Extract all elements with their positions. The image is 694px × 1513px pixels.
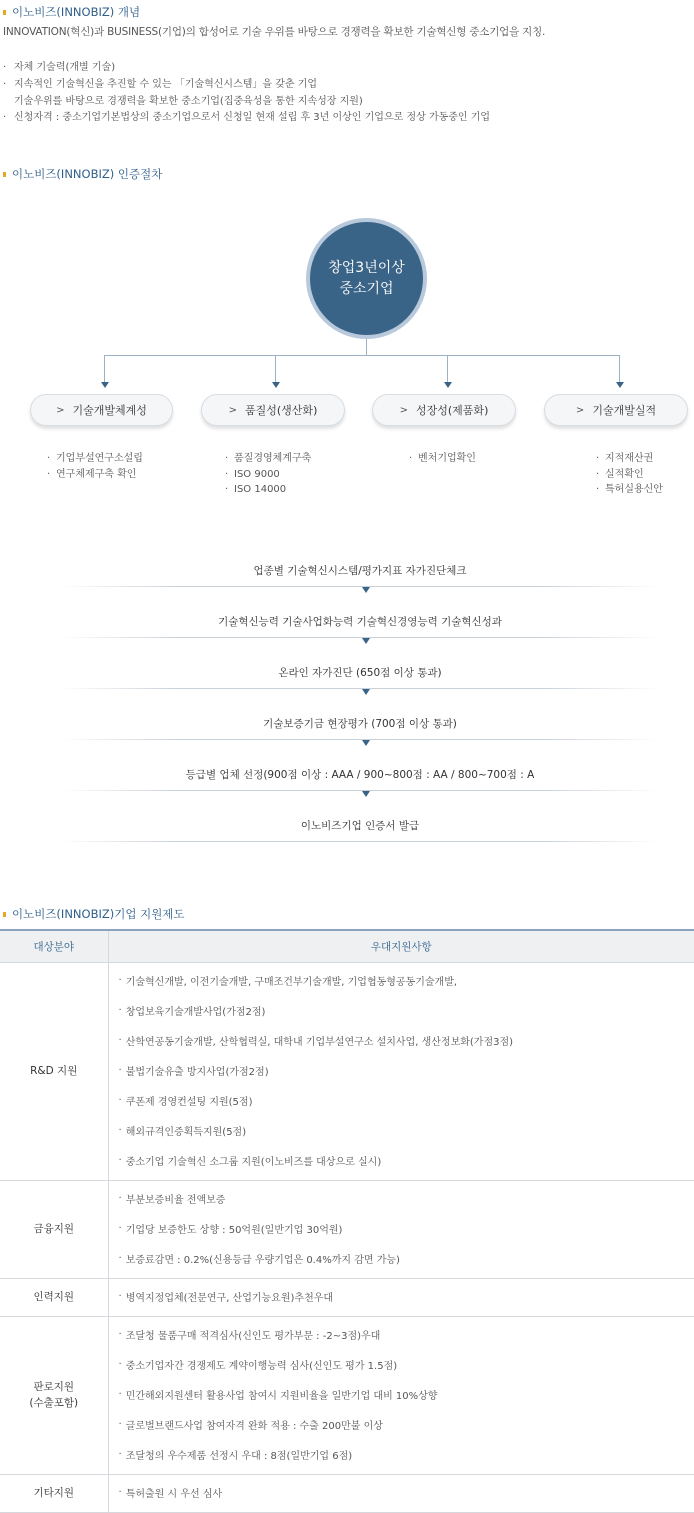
category-pill: > 성장성(제품화) [372, 394, 516, 426]
benefit-item: · 조달청의 우수제품 선정시 우대 : 8점(일반기업 6점) [119, 1440, 694, 1470]
list-item: · 실적확인 [596, 467, 663, 483]
list-item: · 연구체제구축 확인 [47, 467, 143, 483]
concept-description: INNOVATION(혁신)과 BUSINESS(기업)의 합성어로 기술 우위를 바탕으로 경쟁력을 확보한 기술혁신형 중소기업을 지칭. [3, 24, 545, 39]
list-item: · 신청자격 : 중소기업기본법상의 중소기업으로서 신청일 현재 설립 후 3년 이상인 기업으로 정상 가동중인 기업 [3, 110, 490, 127]
category-cell [0, 1316, 108, 1474]
list-item: · ISO 14000 [225, 482, 311, 498]
benefit-item: · 창업보육기술개발사업(가점2점) [119, 996, 694, 1026]
benefit-item: · 민간해외지원센터 활용사업 참여시 지원비율을 일반기업 대비 10%상향 [119, 1380, 694, 1410]
list-item: · ISO 9000 [225, 467, 311, 483]
category-cell: R&D 지원 [0, 962, 108, 1180]
arrow-down-icon [362, 638, 370, 644]
arrow-down-icon [616, 382, 624, 388]
section-bullet-icon [3, 10, 6, 15]
section-bullet-icon [3, 912, 6, 917]
circle-label-line2: 중소기업 [339, 279, 393, 300]
benefit-cell [108, 1474, 694, 1512]
procedure-step: 기술보증기금 현장평가 (700점 이상 통과) [60, 716, 660, 731]
procedure-step: 이노비즈기업 인증서 발급 [60, 818, 660, 833]
benefit-item: · 병역지정업체(전문연구, 산업기능요원)추천우대 [119, 1282, 694, 1312]
connector-line [104, 355, 105, 382]
step-divider [60, 841, 660, 842]
step-divider [60, 790, 660, 791]
benefit-item: · 중소기업자간 경쟁제도 계약이행능력 심사(신인도 평가 1.5점) [119, 1350, 694, 1380]
table-row [0, 1278, 694, 1316]
category-pill: > 기술개발체계성 [30, 394, 173, 426]
connector-line [619, 355, 620, 382]
concept-title: 이노비즈(INNOBIZ) 개념 [12, 4, 140, 20]
procedure-step: 기술혁신능력 기술사업화능력 기술혁신경영능력 기술혁신성과 [60, 614, 660, 629]
benefit-cell [108, 962, 694, 1180]
arrow-down-icon [362, 689, 370, 695]
benefit-cell [108, 1316, 694, 1474]
category-items [225, 451, 311, 498]
table-header-row [0, 930, 694, 962]
category-cell: 인력지원 [0, 1278, 108, 1316]
category-cell: 기타지원 [0, 1474, 108, 1512]
arrow-down-icon [444, 382, 452, 388]
list-item: · 자체 기술력(개별 기술) [3, 60, 490, 77]
connector-line [366, 339, 367, 355]
benefit-item: · 글로벌브랜드사업 참여자격 완화 적용 : 수출 200만불 이상 [119, 1410, 694, 1440]
chevron-right-icon: > [229, 405, 237, 416]
procedure-section-title [3, 166, 162, 182]
column-header-category: 대상분야 [0, 930, 108, 962]
arrow-down-icon [362, 740, 370, 746]
procedure-step: 등급별 업체 선정(900점 이상 : AAA / 900~800점 : AA / 800~700점 : A [60, 767, 660, 782]
concept-points [3, 60, 490, 127]
arrow-down-icon [272, 382, 280, 388]
category-pill: > 품질성(생산화) [201, 394, 345, 426]
category-items [409, 451, 476, 467]
list-item: · 특허실용신안 [596, 482, 663, 498]
support-section-title [3, 906, 185, 922]
list-item: · 기업부설연구소설립 [47, 451, 143, 467]
benefit-item: · 기술혁신개발, 이전기술개발, 구매조건부기술개발, 기업협동형공동기술개발, [119, 966, 694, 996]
benefit-item: · 산학연공동기술개발, 산학협력실, 대학내 기업부설연구소 설치사업, 생산정보화(가점3점) [119, 1026, 694, 1056]
step-divider [60, 586, 660, 587]
table-row [0, 1316, 694, 1474]
benefit-item: · 조달청 물품구매 적격심사(신인도 평가부문 : -2~3점)우대 [119, 1320, 694, 1350]
column-header-benefit: 우대지원사항 [108, 930, 694, 962]
table-row [0, 962, 694, 1180]
procedure-step: 업종별 기술혁신시스템/평가지표 자가진단체크 [60, 563, 660, 578]
benefit-item: · 중소기업 기술혁신 소그룹 지원(이노비즈를 대상으로 실시) [119, 1146, 694, 1176]
table-row [0, 1180, 694, 1278]
category-label-sub: (수출포함) [29, 1397, 78, 1409]
connector-line [275, 355, 276, 382]
benefit-cell [108, 1278, 694, 1316]
category-items [47, 451, 143, 482]
circle-label-line1: 창업3년이상 [328, 258, 405, 279]
step-divider [60, 739, 660, 740]
benefit-item: · 기업당 보증한도 상향 : 50억원(일반기업 30억원) [119, 1214, 694, 1244]
benefit-item: · 불법기술유출 방지사업(가점2점) [119, 1056, 694, 1086]
arrow-down-icon [362, 791, 370, 797]
connector-line [104, 355, 620, 356]
concept-section-title [3, 4, 140, 20]
section-bullet-icon [3, 172, 6, 177]
procedure-title: 이노비즈(INNOBIZ) 인증절차 [12, 166, 162, 182]
benefit-item: · 보증료감면 : 0.2%(신용등급 우량기업은 0.4%까지 감면 가능) [119, 1244, 694, 1274]
benefit-item: · 부분보증비율 전액보증 [119, 1184, 694, 1214]
benefit-item: · 특허출원 시 우선 심사 [119, 1478, 694, 1508]
chevron-right-icon: > [56, 405, 64, 416]
benefit-cell [108, 1180, 694, 1278]
procedure-step: 온라인 자가진단 (650점 이상 통과) [60, 665, 660, 680]
chevron-right-icon: > [576, 405, 584, 416]
list-item: · 벤처기업확인 [409, 451, 476, 467]
table-row [0, 1474, 694, 1512]
support-title: 이노비즈(INNOBIZ)기업 지원제도 [12, 906, 185, 922]
category-pill: > 기술개발실적 [544, 394, 688, 426]
support-table [0, 929, 694, 1513]
benefit-item: · 쿠폰제 경영컨설팅 지원(5점) [119, 1086, 694, 1116]
startup-circle [306, 218, 427, 339]
step-divider [60, 637, 660, 638]
list-item: · 지적재산권 [596, 451, 663, 467]
connector-line [447, 355, 448, 382]
category-label: 판로지원 [33, 1381, 74, 1393]
benefit-item: · 해외규격인증획득지원(5점) [119, 1116, 694, 1146]
step-divider [60, 688, 660, 689]
category-cell: 금융지원 [0, 1180, 108, 1278]
category-items [596, 451, 663, 498]
list-item: · 지속적인 기술혁신을 추진할 수 있는 「기술혁신시스템」을 갖춘 기업 기술우위를 바탕으로 경쟁력을 확보한 중소기업(집중육성을 통한 지속성장 지원) [3, 77, 490, 111]
arrow-down-icon [101, 382, 109, 388]
chevron-right-icon: > [400, 405, 408, 416]
list-item: · 품질경영체계구축 [225, 451, 311, 467]
arrow-down-icon [362, 587, 370, 593]
